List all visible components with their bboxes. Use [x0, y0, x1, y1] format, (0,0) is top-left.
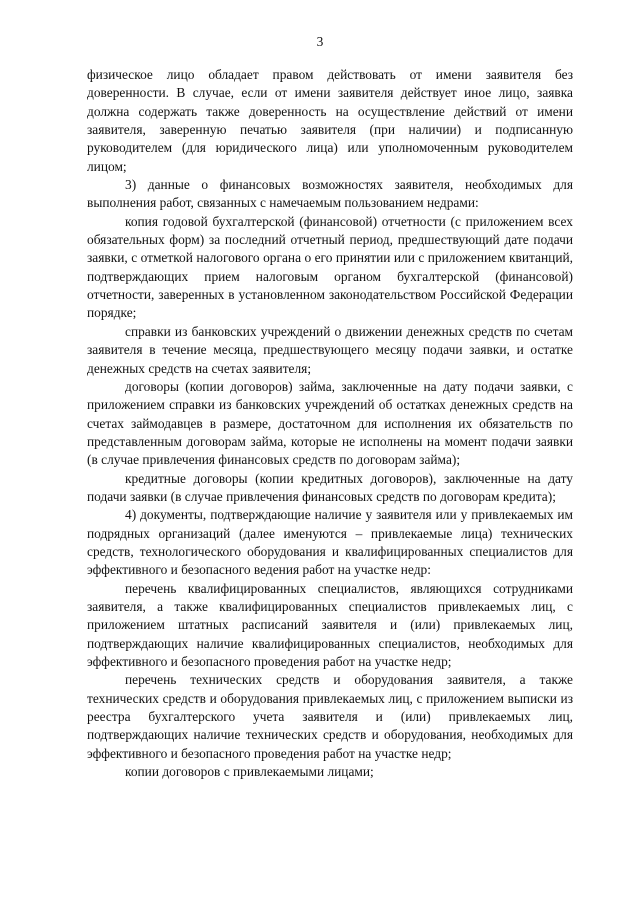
paragraph-applicant-representative: физическое лицо обладает правом действовать от имени заявителя без доверенности. В случае, если от имени заявителя действует иное лицо, заявка должна содержать также доверенность на осуществление действий от имени заявителя, заверенную печатью заявителя (при наличии) и подписанную руководителем (для юридического лица) или уполномоченным руководителем лицом;	[87, 67, 573, 174]
paragraph-contracts-copies: копии договоров с привлекаемыми лицами;	[125, 764, 374, 780]
paragraph-equipment-list: перечень технических средств и оборудования заявителя, а также технических средств и оборудования привлекаемых лиц, с приложением выписки из реестра бухгалтерского учета заявителя и (или) привлекаемых лиц, подтверждающих наличие технических средств и оборудования, необходимых для эффективного и безопасного проведения работ на участке недр;	[87, 672, 573, 761]
page-number: 3	[316, 34, 324, 49]
paragraph-item-4-technical-means: 4) документы, подтверждающие наличие у заявителя или у привлекаемых им подрядных организаций (далее именуются – привлекаемые лица) технических средств, технологического оборудования и квалифицированных специалистов для эффективного и безопасного ведения работ на участке недр:	[87, 507, 573, 578]
paragraph-credit-agreements: кредитные договоры (копии кредитных договоров), заключенные на дату подачи заявки (в случае привлечения финансовых средств по договорам кредита);	[87, 470, 573, 504]
document-body	[87, 66, 573, 781]
paragraph-loan-agreements: договоры (копии договоров) займа, заключенные на дату подачи заявки, с приложением справки из банковских учреждений об остатках денежных средств на счетах займодавцев в размере, достаточном для исполнения их обязательств по представленным договорам займа, которые не исполнены на момент подачи заявки (в случае привлечения финансовых средств по договорам займа);	[87, 378, 573, 468]
paragraph-bank-statements: справки из банковских учреждений о движении денежных средств по счетам заявителя в течение месяца, предшествующего месяцу подачи заявки, и остатке денежных средств на счетах заявителя;	[87, 323, 573, 376]
paragraph-annual-accounting-report: копия годовой бухгалтерской (финансовой) отчетности (с приложением всех обязательных форм) за последний отчетный период, предшествующий дате подачи заявки, с отметкой налогового органа о его принятии или с приложением квитанций, подтверждающих прием налоговым органом бухгалтерской (финансовой) отчетности, заверенных в установленном законодательством Российской Федерации порядке;	[87, 213, 573, 321]
paragraph-item-3-financial-capabilities: 3) данные о финансовых возможностях заявителя, необходимых для выполнения работ, связанных с намечаемым пользованием недрами:	[87, 177, 573, 211]
paragraph-specialists-list: перечень квалифицированных специалистов, являющихся сотрудниками заявителя, а также квалифицированных специалистов привлекаемых лиц, с приложением штатных расписаний заявителя и (или) привлекаемых лиц, подтверждающих наличие квалифицированных специалистов, необходимых для эффективного и безопасного проведения работ на участке недр;	[87, 580, 573, 669]
